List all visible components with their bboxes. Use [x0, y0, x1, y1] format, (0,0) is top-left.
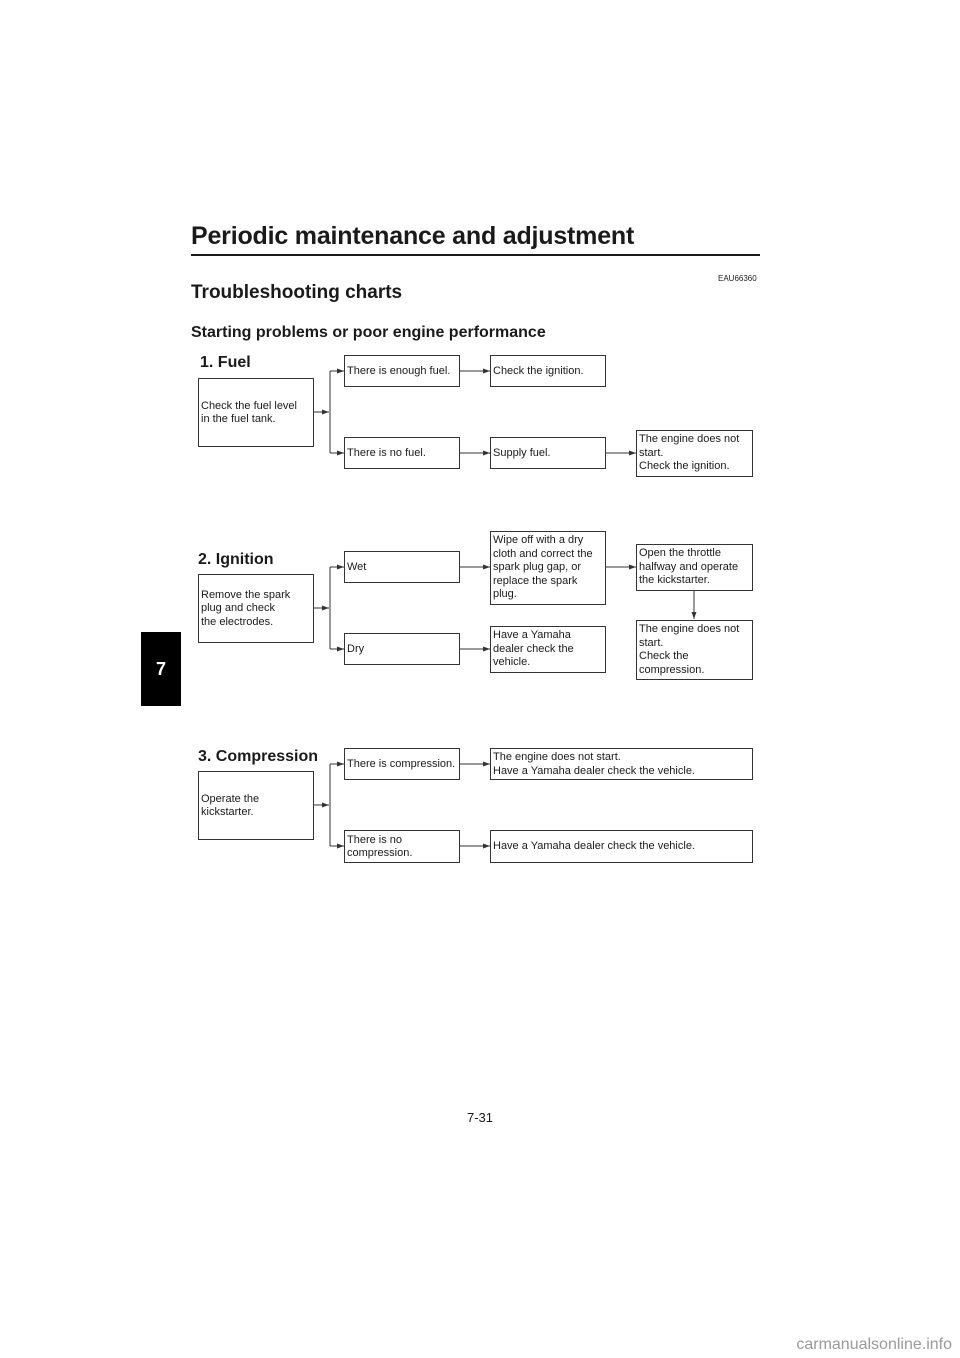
ignition-chart-title: 2. Ignition — [198, 551, 274, 568]
ignition-wet-action-box: Wipe off with a dry cloth and correct the spark plug gap, or replace the spark plug. — [490, 531, 606, 605]
compression-no-box: There is no compression. — [344, 830, 460, 863]
ignition-wet-result-box: The engine does not start. Check the compression. — [636, 620, 753, 680]
page-header-title: Periodic maintenance and adjustment — [191, 222, 635, 250]
page-number: 7-31 — [466, 1110, 494, 1125]
fuel-no-action-box: Supply fuel. — [490, 437, 606, 469]
watermark: carmanualsonline.info — [796, 1336, 952, 1353]
ignition-start-box: Remove the spark plug and check the electrodes. — [198, 574, 314, 643]
ignition-dry-action-box: Have a Yamaha dealer check the vehicle. — [490, 626, 606, 673]
fuel-yes-action-box: Check the ignition. — [490, 355, 606, 387]
compression-start-box: Operate the kickstarter. — [198, 771, 314, 840]
compression-chart-title: 3. Compression — [198, 748, 319, 765]
section-title: Troubleshooting charts — [191, 282, 403, 303]
fuel-start-box: Check the fuel level in the fuel tank. — [198, 378, 314, 447]
section-code: EAU66360 — [718, 274, 757, 283]
subsection-title: Starting problems or poor engine performance — [191, 324, 546, 341]
chapter-tab: 7 — [141, 632, 181, 706]
fuel-chart-title: 1. Fuel — [200, 354, 251, 371]
fuel-yes-box: There is enough fuel. — [344, 355, 460, 387]
ignition-wet-next-box: Open the throttle halfway and operate the kickstarter. — [636, 544, 753, 591]
compression-no-result-box: Have a Yamaha dealer check the vehicle. — [490, 830, 753, 863]
compression-yes-result-box: The engine does not start. Have a Yamaha dealer check the vehicle. — [490, 748, 753, 780]
fuel-no-box: There is no fuel. — [344, 437, 460, 469]
ignition-dry-box: Dry — [344, 633, 460, 665]
ignition-wet-box: Wet — [344, 551, 460, 583]
compression-yes-box: There is compression. — [344, 748, 460, 780]
fuel-no-result-box: The engine does not start. Check the ignition. — [636, 430, 753, 477]
